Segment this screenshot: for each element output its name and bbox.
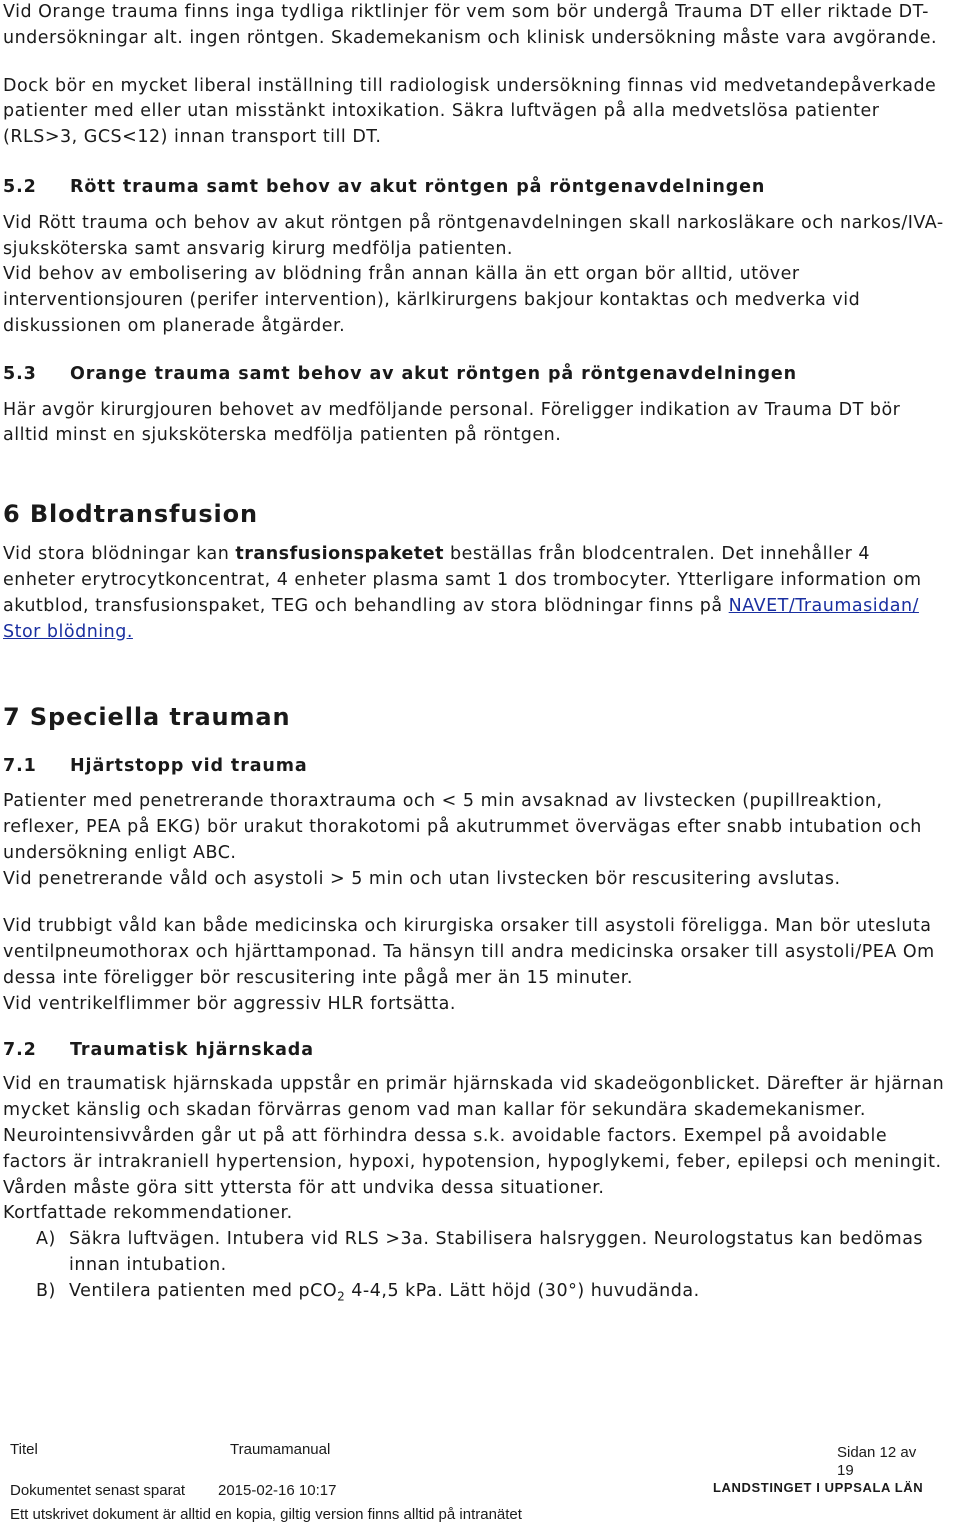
section-6-paragraph-1: [3, 542, 948, 645]
list-item-label: A): [36, 1229, 56, 1250]
list-item: [3, 1227, 948, 1279]
section-number: 7.1: [3, 756, 37, 777]
section-7-2-paragraph-2: Kortfattade rekommendationer.: [3, 1203, 293, 1224]
section-number: 7.2: [3, 1039, 37, 1060]
subscript: 2: [337, 1289, 346, 1304]
text-run: beställas från blodcentralen. Det innehåller 4 enheter erytrocytkoncentrat, 4 enheter plasma samt 1 dos trombocyter. Ytterligare information om akutblod, transfusionspaket, TEG och behandling av stora blödningar finns på: [3, 544, 922, 616]
section-title: Rött trauma samt behov av akut röntgen på röntgenavdelningen: [70, 176, 766, 197]
footer-disclaimer: Ett utskrivet dokument är alltid en kopia, giltig version finns alltid på intranätet: [10, 1506, 522, 1523]
intro-paragraph-1: Vid Orange trauma finns inga tydliga riktlinjer för vem som bör undergå Trauma DT eller riktade DT-undersökningar alt. ingen röntgen. Skademekanism och klinisk undersökning måste vara avgörande.: [3, 2, 938, 48]
list-item-label: B): [36, 1280, 56, 1301]
list-item-text: Säkra luftvägen. Intubera vid RLS >3a. Stabilisera halsryggen. Neurologstatus kan bedömas innan intubation.: [69, 1229, 924, 1275]
footer-saved-value: 2015-02-16 10:17: [218, 1482, 337, 1499]
section-number: 5.2: [3, 176, 37, 197]
section-7-1-heading: [3, 754, 948, 780]
text-run: Vid stora blödningar kan: [3, 544, 236, 565]
footer-title-value: Traumamanual: [230, 1441, 331, 1458]
section-7-1-paragraph-2: Vid penetrerande våld och asystoli > 5 min och utan livstecken bör rescusitering avslutas.: [3, 868, 841, 889]
section-5-2-paragraph-2: Vid behov av embolisering av blödning från annan källa än ett organ bör alltid, utöver interventionsjouren (perifer intervention), kärlkirurgens bakjour kontaktas och medverka vid diskussionen om planerade åtgärder.: [3, 264, 861, 336]
footer-title-label: Titel: [10, 1441, 38, 1458]
section-title: Hjärtstopp vid trauma: [70, 756, 308, 777]
section-number: 5.3: [3, 363, 37, 384]
footer-organization: LANDSTINGET I UPPSALA LÄN: [713, 1480, 924, 1495]
text-run: 4-4,5 kPa. Lätt höjd (30°) huvudända.: [345, 1280, 700, 1301]
section-5-3-paragraph-1: Här avgör kirurgjouren behovet av medföljande personal. Föreligger indikation av Trauma DT bör alltid minst en sjuksköterska medfölja patienten på röntgen.: [3, 399, 901, 446]
section-5-3-heading: [3, 362, 948, 388]
intro-paragraph-2: Dock bör en mycket liberal inställning till radiologisk undersökning finnas vid medvetandepåverkade patienter med eller utan misstänkt intoxikation. Säkra luftvägen på alla medvetslösa patienter (RLS>3, GCS<12) innan transport till DT.: [3, 75, 937, 148]
list-item: [3, 1279, 948, 1310]
bold-term: transfusionspaketet: [235, 544, 444, 565]
section-7-2-heading: [3, 1038, 948, 1064]
section-5-2-paragraph-1: Vid Rött trauma och behov av akut röntgen på röntgenavdelningen skall narkosläkare och narkos/IVA-sjuksköterska samt ansvarig kirurg medfölja patienten.: [3, 212, 944, 259]
section-7-1-paragraph-4: Vid ventrikelflimmer bör aggressiv HLR fortsätta.: [3, 993, 456, 1014]
page-footer: [0, 1430, 960, 1526]
document-page: [3, 0, 948, 1310]
section-7-2-paragraph-1: Vid en traumatisk hjärnskada uppstår en primär hjärnskada vid skadeögonblicket. Därefter är hjärnan mycket känslig och skadan förvärras genom vad man kallar för sekundära skademekanismer. Neurointensivvården går ut på att förhindra dessa s.k. avoidable factors. Exempel på avoidable factors är intrakraniell hypertension, hypoxi, hypotension, hypoglykemi, feber, epilepsi och meningit. Vården måste göra sitt yttersta för att undvika dessa situationer.: [3, 1074, 945, 1198]
footer-page-info: Sidan 12 av: [837, 1444, 917, 1461]
section-7-1-paragraph-3: Vid trubbigt våld kan både medicinska och kirurgiska orsaker till asystoli föreligga. Man bör utesluta ventilpneumothorax och hjärttamponad. Ta hänsyn till andra medicinska orsaker till asystoli/PEA Om dessa inte föreligger bör rescusitering inte pågå mer än 15 minuter.: [3, 916, 935, 988]
section-5-2-heading: [3, 175, 948, 201]
footer-page-total: 19: [837, 1462, 854, 1479]
section-title: Orange trauma samt behov av akut röntgen på röntgenavdelningen: [70, 363, 797, 384]
section-7-1-paragraph-1: Patienter med penetrerande thoraxtrauma och < 5 min avsaknad av livstecken (pupillreaktion, reflexer, PEA på EKG) bör urakut thorakotomi på akutrummet övervägas efter snabb intubation och undersökning enligt ABC.: [3, 791, 922, 863]
list-item-text: [69, 1279, 700, 1310]
navet-link[interactable]: NAVET/Traumasidan/ Stor blödning.: [3, 595, 919, 642]
section-title: Traumatisk hjärnskada: [70, 1039, 314, 1060]
section-7-heading: 7 Speciella trauman: [3, 703, 291, 732]
text-run: Ventilera patienten med pCO: [69, 1280, 338, 1301]
footer-saved-label: Dokumentet senast sparat: [10, 1482, 186, 1499]
section-6-heading: 6 Blodtransfusion: [3, 500, 259, 529]
